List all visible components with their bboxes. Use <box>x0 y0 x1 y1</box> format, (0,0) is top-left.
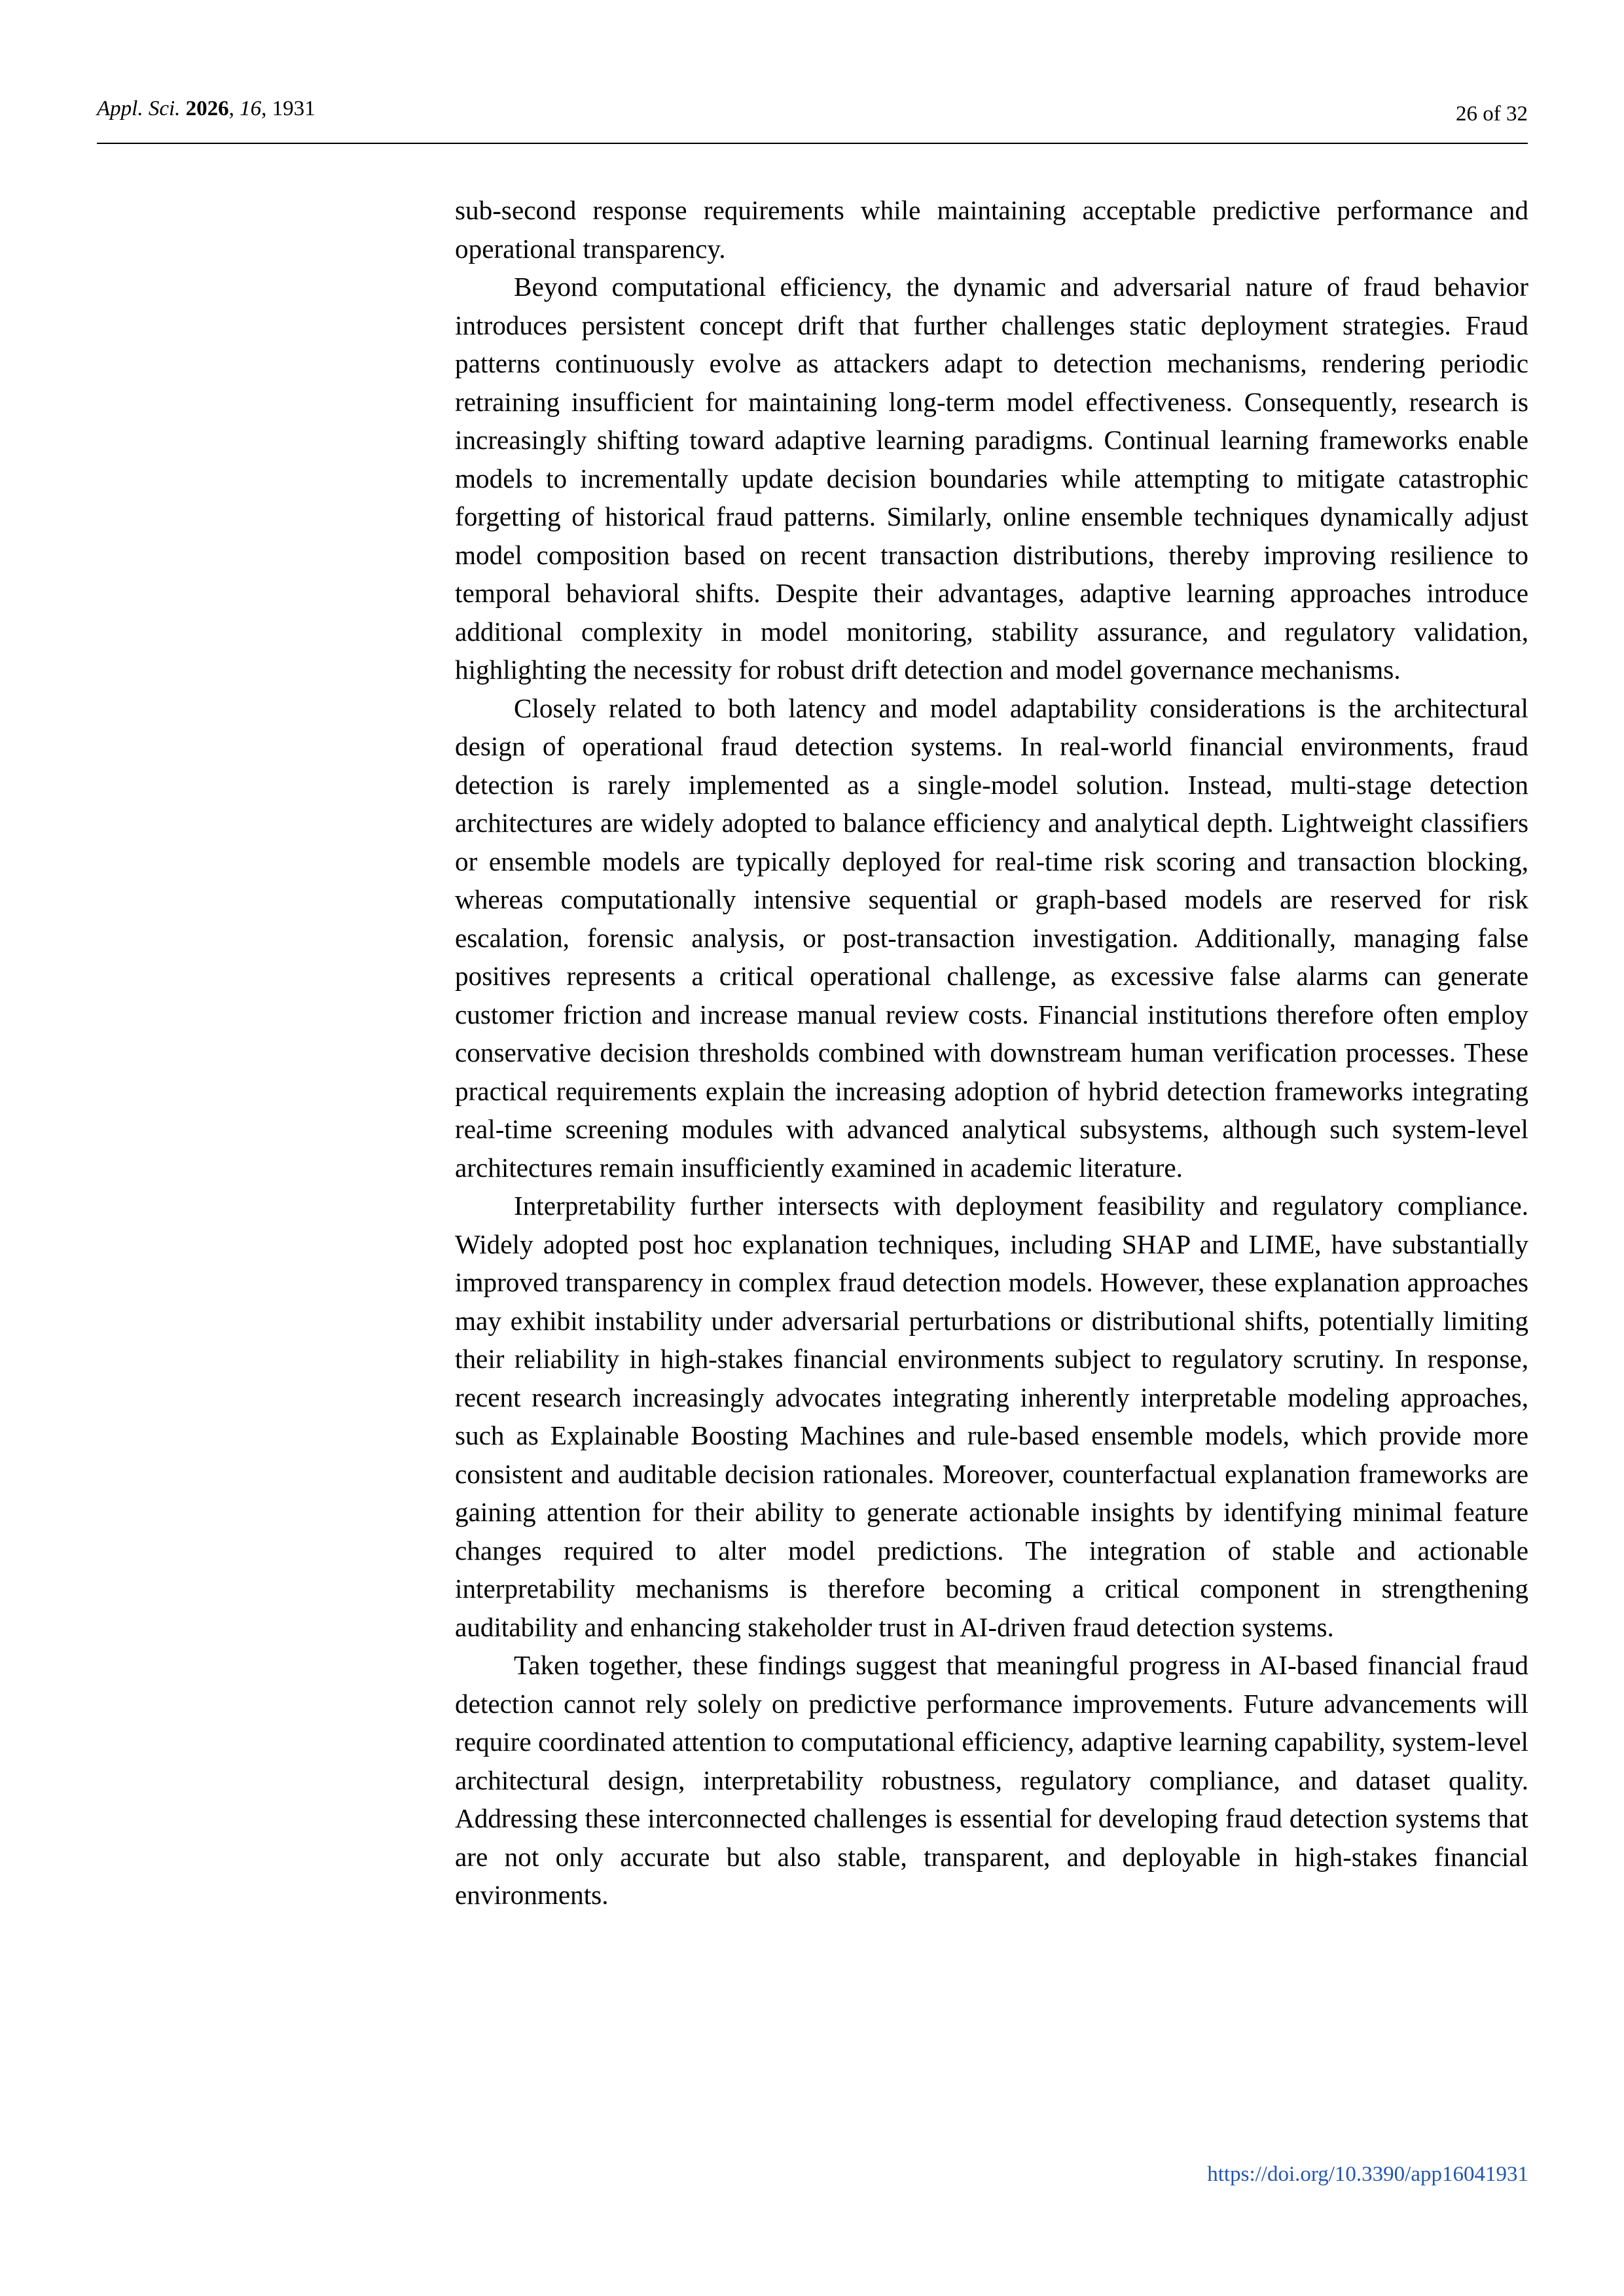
journal-volume: 16 <box>240 97 262 120</box>
paragraph-conclusion: Taken together, these findings suggest that meaningful progress in AI-based financial fraud detection cannot rely solely on predictive performance improvements. Future advancements will require coordinated attention to computational efficiency, adaptive learning capability, system-level architectural design, interpretability robustness, regulatory compliance, and dataset quality. Addressing these interconnected challenges is essential for developing fraud detection systems that are not only accurate but also stable, transparent, and deployable in high-stakes financial environments. <box>455 1650 1528 1910</box>
journal-name: Appl. Sci. <box>97 97 181 120</box>
page-header <box>97 84 1528 144</box>
journal-citation: Appl. Sci. 2026, 16, 1931 <box>97 97 316 120</box>
paragraph-continued: sub-second response requirements while maintaining acceptable predictive performance and operational transparency. <box>455 195 1528 264</box>
paragraph-architecture: Closely related to both latency and model adaptability considerations is the architectural design of operational fraud detection systems. In real-world financial environments, fraud detection is rarely implemented as a single-model solution. Instead, multi-stage detection architectures are widely adopted to balance efficiency and analytical depth. Lightweight classifiers or ensemble models are typically deployed for real-time risk scoring and transaction blocking, whereas computationally intensive sequential or graph-based models are reserved for risk escalation, forensic analysis, or post-transaction investigation. Additionally, managing false positives represents a critical operational challenge, as excessive false alarms can generate customer friction and increase manual review costs. Financial institutions therefore often employ conservative decision thresholds combined with downstream human verification processes. These practical requirements explain the increasing adoption of hybrid detection frameworks integrating real-time screening modules with advanced analytical subsystems, although such system-level architectures remain insufficiently examined in academic literature. <box>455 692 1528 1183</box>
doi-link[interactable]: https://doi.org/10.3390/app16041931 <box>1207 2162 1528 2186</box>
article-body <box>455 191 1528 1914</box>
journal-year: 2026 <box>185 97 229 120</box>
article-number: 1931 <box>272 97 316 120</box>
paragraph-concept-drift: Beyond computational efficiency, the dynamic and adversarial nature of fraud behavior introduces persistent concept drift that further challenges static deployment strategies. Fraud patterns continuously evolve as attackers adapt to detection mechanisms, rendering periodic retraining insufficient for maintaining long-term model effectiveness. Consequently, research is increasingly shifting toward adaptive learning paradigms. Continual learning frameworks enable models to incrementally update decision boundaries while attempting to mitigate catastrophic forgetting of historical fraud patterns. Similarly, online ensemble techniques dynamically adjust model composition based on recent transaction distributions, thereby improving resilience to temporal behavioral shifts. Despite their advantages, adaptive learning approaches introduce additional complexity in model monitoring, stability assurance, and regulatory validation, highlighting the necessity for robust drift detection and model governance mechanisms. <box>455 272 1528 685</box>
page-number: 26 of 32 <box>1456 102 1528 126</box>
paragraph-interpretability: Interpretability further intersects with deployment feasibility and regulatory compliance. Widely adopted post hoc explanation techniques, including SHAP and LIME, have substantially improved transparency in complex fraud detection models. However, these explanation approaches may exhibit instability under adversarial perturbations or distributional shifts, potentially limiting their reliability in high-stakes financial environments subject to regulatory scrutiny. In response, recent research increasingly advocates integrating inherently interpretable modeling approaches, such as Explainable Boosting Machines and rule-based ensemble models, which provide more consistent and auditable decision rationales. Moreover, counterfactual explanation frameworks are gaining attention for their ability to generate actionable insights by identifying minimal feature changes required to alter model predictions. The integration of stable and actionable interpretability mechanisms is therefore becoming a critical component in strengthening auditability and enhancing stakeholder trust in AI-driven fraud detection systems. <box>455 1191 1528 1642</box>
